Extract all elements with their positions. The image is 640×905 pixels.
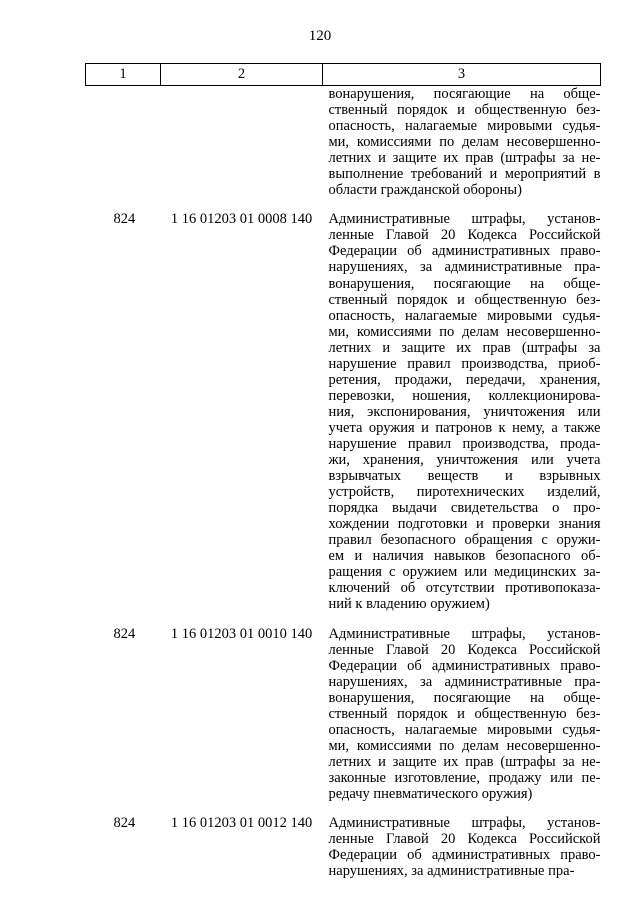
column-header-1: 1 — [86, 64, 161, 86]
description-line: ний к владению оружием) — [328, 596, 490, 613]
description-cell — [323, 626, 601, 803]
row-spacer — [86, 198, 601, 211]
admin-code-cell: 824 — [113, 211, 136, 228]
admin-code-cell — [86, 86, 161, 199]
description-line: ния, экспонирования, уничтожения или — [328, 403, 601, 420]
description-line: ленные Главой 20 Кодекса Российской — [328, 227, 601, 244]
description-line: Федерации об административных право- — [328, 657, 601, 674]
description-line: нарушениях, за административные пра- — [328, 673, 601, 690]
description-line: Административные штрафы, установ- — [328, 815, 601, 832]
description-line: вонарушения, посягающие на обще- — [328, 86, 601, 102]
description-line: опасность, налагаемые мировыми судья- — [328, 307, 601, 324]
table-header — [86, 64, 601, 86]
kbk-code-cell — [161, 86, 323, 199]
description-cell — [323, 815, 601, 879]
table-row — [86, 815, 601, 879]
description-line: вонарушения, посягающие на обще- — [328, 275, 601, 292]
page-number: 120 — [308, 28, 332, 44]
description-line: ми, комиссиями по делам несовершенно- — [328, 737, 601, 754]
description-line: опасность, налагаемые мировыми судья- — [328, 118, 601, 135]
description-line: выполнение требований и мероприятий в — [328, 166, 601, 183]
description-line: Федерации об административных право- — [328, 243, 601, 260]
row-spacer — [86, 613, 601, 626]
description-line: законные изготовление, продажу или пе- — [328, 769, 601, 786]
description-line: ключений об отсутствии противопоказа- — [328, 580, 601, 597]
description-line: ственный порядок и общественную без- — [328, 102, 601, 119]
description-cell — [323, 211, 601, 612]
description-line: вонарушения, посягающие на обще- — [328, 689, 601, 706]
table-row — [86, 626, 601, 803]
kbk-code-cell: 1 16 01203 01 0012 140 — [170, 815, 313, 832]
description-line: нарушение правил производства, приоб- — [328, 355, 601, 372]
header-row — [86, 64, 601, 86]
description-line: правил безопасного обращения с оружи- — [328, 532, 601, 549]
column-header-2: 2 — [161, 64, 323, 86]
admin-code-cell: 824 — [113, 815, 136, 832]
description-line: ращения с оружием или медицинских за- — [328, 564, 601, 581]
description-line: ем и наличия навыков безопасного об- — [328, 548, 601, 565]
description-line: нарушение правил производства, прода- — [328, 435, 601, 452]
description-line: ретения, продажи, передачи, хранения, — [328, 371, 601, 388]
description-line: ственный порядок и общественную без- — [328, 291, 601, 308]
kbk-code-cell: 1 16 01203 01 0008 140 — [170, 211, 313, 228]
description-line: жи, хранения, уничтожения или учета — [328, 452, 601, 469]
kbk-code-cell: 1 16 01203 01 0010 140 — [170, 625, 313, 642]
description-line: ленные Главой 20 Кодекса Российской — [328, 831, 601, 848]
description-line: летних и защите их прав (штрафы за не- — [328, 150, 601, 167]
description-line: нарушениях, за административные пра- — [328, 259, 601, 276]
description-cell — [323, 86, 601, 199]
description-line: хождении подготовки и проверки знания — [328, 516, 601, 533]
description-line: Административные штрафы, установ- — [328, 625, 601, 642]
description-line: ми, комиссиями по делам несовершенно- — [328, 134, 601, 151]
description-line: редачу пневматического оружия) — [328, 785, 533, 802]
description-line: Административные штрафы, установ- — [328, 211, 601, 228]
table-body — [86, 86, 601, 880]
row-spacer — [86, 802, 601, 815]
description-line: ми, комиссиями по делам несовершенно- — [328, 323, 601, 340]
table-row — [86, 86, 601, 199]
description-line: летних и защите их прав (штрафы за — [328, 339, 601, 356]
description-line: взрывчатых веществ и взрывных — [328, 468, 601, 485]
description-line: перевозки, ношения, коллекционирова- — [328, 387, 601, 404]
description-line: летних и защите их прав (штрафы за не- — [328, 753, 601, 770]
admin-code-cell: 824 — [113, 625, 136, 642]
table-row — [86, 211, 601, 612]
description-line: ственный порядок и общественную без- — [328, 705, 601, 722]
description-line: ленные Главой 20 Кодекса Российской — [328, 641, 601, 658]
column-header-3: 3 — [323, 64, 601, 86]
description-line: учета оружия и патронов к нему, а также — [328, 419, 601, 436]
description-line: устройств, пиротехнических изделий, — [328, 484, 601, 501]
budget-codes-table — [85, 63, 601, 879]
description-line: порядка выдачи свидетельства о про- — [328, 500, 601, 517]
description-line: Федерации об административных право- — [328, 847, 601, 864]
description-line: области гражданской обороны) — [328, 182, 522, 199]
description-line: нарушениях, за административные пра- — [328, 863, 575, 880]
description-line: опасность, налагаемые мировыми судья- — [328, 721, 601, 738]
